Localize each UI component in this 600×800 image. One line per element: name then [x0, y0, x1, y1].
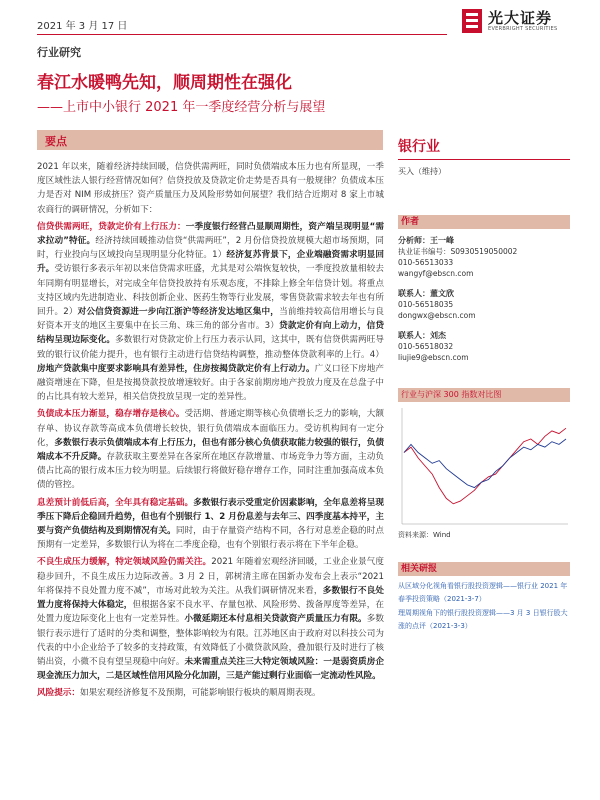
body-text: 多数银行对贷款定价上行压力表示认同，这其中，既有信贷供需两旺导致的银行议价能力提升，也有银行主动进行信贷结构调整，推动整体贷款利率的上行。4） — [37, 335, 384, 360]
bold-text: 房地产贷款集中度要求影响具有差异性，住房按揭贷款定价有上行动力。 — [37, 363, 315, 374]
contact-email[interactable]: liujie9@ebscn.com — [398, 353, 469, 362]
contact-name: 联系人：董文欣 — [398, 289, 454, 298]
logo-mark-icon — [462, 9, 482, 33]
bold-text: 多数银行表示受重定价因素影响，全年息差将呈现季压下降后企稳回升趋势，但也有个别银行 1、2 月份息差与去年三、四季度基本持平，主要与资产负债结构及到期情况有关。 — [37, 497, 384, 537]
report-date: 2021 年 3 月 17 日 — [37, 21, 128, 32]
header-divider — [37, 34, 447, 35]
body-text: 受访银行多表示年初以来信贷需求旺盛，尤其是对公端恢复较快，一季度投放量相较去年同期有明显增长，对完成全年信贷投放持有乐观态度，不排除上修全年信贷计划。将重点支持区域内先进制造业、科技创新企业、医药生物等行业发展，零售贷款需求较去年也有所回升。2） — [37, 264, 384, 318]
body-text: 受活期、普通定期等核心负债增长乏力的影响，大额存单、协议存款等高成本负债增长较快，银行负债端成本面临压力。受访机构间有一定分化， — [37, 409, 384, 448]
risk-text: 如果宏观经济修复不及预期，可能影响银行板块的顺周期表现。 — [79, 688, 321, 699]
bold-text: 多数银行不良处置力度将保持大体稳定， — [37, 585, 384, 611]
related-reports-list — [398, 580, 574, 634]
series-line-0 — [404, 428, 566, 504]
report-title: 春江水暖鸭先知，顺周期性在强化 — [37, 73, 292, 93]
paragraph-risk — [37, 686, 384, 700]
key-points-label: 要点 — [45, 135, 67, 148]
paragraph-lead: 信贷供需两旺，贷款定价有上行压力： — [37, 221, 186, 232]
comparison-chart-box — [398, 388, 574, 540]
contact-email[interactable]: dongwx@ebscn.com — [398, 311, 476, 320]
body-text: 存款获取主要差异在各家所在地区存款增量、市场竞争力等方面，主动负债占比高的银行成本压力较为明显。后续银行将做好稳存增存工作，同时注重加强高成本负债的管控。 — [37, 452, 384, 491]
logo-subtext: EVERBRIGHT SECURITIES — [488, 26, 558, 32]
body-text: 经济持续回暖推动信贷“供需两旺”，2 月份信贷投放规模大超市场预期，同时，行业投向与区域投向呈现明显分化特征。1） — [37, 236, 384, 261]
body-text: 但根据各家不良水平、存量包袱、风险形势、拨备厚度等差异，在处置力度边际变化上也有一定差异性。 — [37, 600, 384, 625]
paragraph-lead: 息差预计前低后高，全年具有稳定基础。 — [37, 497, 194, 508]
brand-logo — [462, 7, 582, 37]
contact-phone: 010-56518035 — [398, 300, 454, 309]
series-line-1 — [404, 439, 566, 488]
bold-text: 小微延期还本付息相关贷款资产质量压力有限。 — [184, 614, 367, 625]
key-points-header — [37, 130, 383, 150]
analyst-block — [398, 235, 570, 279]
bold-text: 经济复苏背景下，企业端融资需求明显回升。 — [37, 250, 384, 275]
bold-text: 贷款定价有向上动力，信贷结构呈现边际变化。 — [37, 321, 384, 346]
analyst-cert: 执业证书编号：S0930519050002 — [398, 247, 518, 256]
paragraph-liability — [37, 407, 384, 492]
contact-block — [398, 330, 570, 363]
body-text: 多数银行表示进行了适时的分类和调整，整体影响较为有限。江苏地区由于政府对以科技公司为代表的中小企业给予了较多的支持政策，有效降低了小微贷款风险，叠加银行及时进行了核销出资，小微不良有望呈现稳中向好。 — [37, 614, 384, 667]
report-body — [37, 160, 384, 704]
analyst-email[interactable]: wangyf@ebscn.com — [398, 269, 474, 278]
related-reports-header: 相关研报 — [398, 562, 570, 576]
logo-text: 光大证券 — [488, 9, 553, 27]
bold-text: 多数银行表示负债端成本有上行压力，但也有部分核心负债获取能力较强的银行，负债端成本不升反降。 — [37, 437, 384, 463]
body-text: 同时，由于存量资产结构不同，各行对息差企稳的时点预期有一定差异，多数银行认为将在二季度企稳，也有个别银行表示将在下半年企稳。 — [37, 526, 384, 551]
paragraph-lead: 不良生成压力缓解，特定领域风险仍需关注。 — [37, 557, 212, 568]
bold-text: 未来需重点关注三大特定领域风险：一是弱资质房企现金流压力加大，二是区域性信用风险分化加剧，三是产能过剩行业面临一定流动性风险。 — [37, 656, 384, 682]
contact-name: 联系人：刘杰 — [398, 331, 446, 340]
chart-title: 行业与沪深 300 指数对比图 — [398, 388, 570, 402]
analyst-phone: 010-56513033 — [398, 258, 454, 267]
paragraph-lead: 负债成本压力渐显，稳存增存是核心。 — [37, 409, 185, 420]
paragraph-npl — [37, 555, 384, 683]
analyst-name: 分析师：王一峰 — [398, 236, 454, 245]
report-subtitle: ——上市中小银行 2021 年一季度经营分析与展望 — [37, 100, 326, 115]
body-text: 当前维持较高信用增长与良好资本开支的地区主要集中在长三角、珠三角的部分省市。3） — [37, 307, 384, 332]
sector-name: 银行业 — [398, 139, 440, 155]
bold-text: 对公信贷资源进一步向江浙沪等经济发达地区集中， — [77, 307, 280, 318]
related-report-link[interactable]: 理周期视角下的银行股投资逻辑——3 月 3 日银行股大涨的点评（2021-3-3） — [398, 609, 568, 630]
chart-source: 资料来源：Wind — [398, 531, 451, 539]
authors-header: 作者 — [398, 215, 570, 229]
body-text: 广义口径下房地产融资增速在下降，但是按揭贷款投放增速较好。由于各家前期房地产投放力度及在总盘子中的占比具有较大差异，相关信贷投放呈现一定的差异性。 — [37, 363, 384, 403]
rating-label: 买入（维持） — [398, 167, 446, 176]
contact-phone: 010-56518032 — [398, 342, 454, 351]
sector-divider — [398, 159, 570, 160]
intro-paragraph: 2021 年以来，随着经济持续回暖，信贷供需两旺，同时负债端成本压力也有所显现，一季度区域性法人银行经营情况如何？信贷投放及贷款定价走势是否具有一般规律？负债成本压力是否对 NIM 形成挤压？资产质量压力及风险形势如何展望？我们结合近期对 8 家上市城农商行的调研情况，分析如下： — [37, 162, 384, 215]
related-report-link[interactable]: 从区域分化视角看银行股投资逻辑——银行业 2021 年春季投资策略（2021-3-7） — [398, 582, 568, 603]
comparison-chart — [398, 404, 570, 528]
paragraph-credit — [37, 220, 384, 405]
report-type: 行业研究 — [37, 46, 81, 59]
risk-label: 风险提示： — [37, 688, 80, 699]
sidebar — [398, 136, 570, 363]
body-text: 2021 年随着宏观经济回暖，工业企业景气度稳步回升，不良生成压力边际改善。3 月 2 日，郭树清主席在国新办发布会上表示“2021 年将保持不良处置力度不减”，市场对此较为关注。从我们调研情况来看， — [37, 557, 384, 596]
contact-block — [398, 288, 570, 321]
bold-text: 一季度银行经营凸显顺周期性，资产端呈现明显“需求拉动”特征。 — [37, 221, 384, 247]
paragraph-margin — [37, 496, 384, 553]
